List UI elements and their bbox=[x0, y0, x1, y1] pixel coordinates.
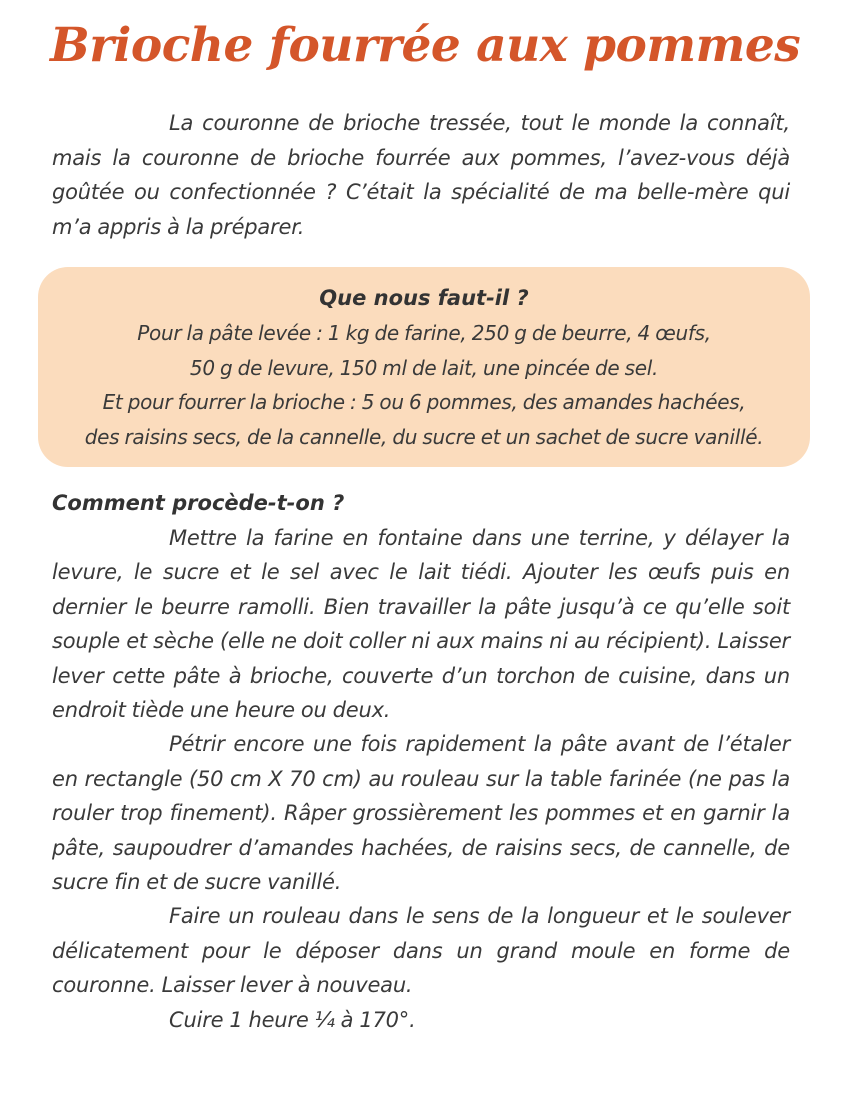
method-step: Faire un rouleau dans le sens de la longueur et le soulever délicatement pour le déposer dans un grand moule en forme de couronne. Laisser lever à nouveau. bbox=[52, 904, 790, 998]
ingredients-line: des raisins secs, de la cannelle, du sucre et un sachet de sucre vanillé. bbox=[84, 424, 764, 449]
recipe-title: Brioche fourrée aux pommes bbox=[50, 18, 801, 73]
intro-paragraph: La couronne de brioche tressée, tout le monde la connaît, mais la couronne de brioche fourrée aux pommes, l’avez-vous déjà goûtée ou confectionnée ? C’était la spécialité de ma belle-mère qui m’a appris à la préparer. bbox=[52, 111, 790, 239]
intro-section bbox=[52, 106, 790, 244]
ingredients-heading: Que nous faut-il ? bbox=[319, 286, 529, 310]
method-section bbox=[52, 521, 790, 1037]
method-heading: Comment procède-t-on ? bbox=[52, 491, 345, 515]
method-step: Mettre la farine en fontaine dans une terrine, y délayer la levure, le sucre et le sel avec le lait tiédi. Ajouter les œufs puis en dernier le beurre ramolli. Bien travailler la pâte jusqu’à ce qu’elle soit souple et sèche (elle ne doit coller ni aux mains ni au récipient). Laisser lever cette pâte à brioche, couverte d’un torchon de cuisine, dans un endroit tiède une heure ou deux. bbox=[52, 526, 790, 723]
method-step: Cuire 1 heure ¼ à 170°. bbox=[169, 1007, 416, 1032]
ingredients-line: 50 g de levure, 150 ml de lait, une pincée de sel. bbox=[189, 355, 659, 380]
ingredients-line: Et pour fourrer la brioche : 5 ou 6 pommes, des amandes hachées, bbox=[102, 390, 746, 414]
method-step: Pétrir encore une fois rapidement la pâte avant de l’étaler en rectangle (50 cm X 70 cm) au rouleau sur la table farinée (ne pas la rouler trop finement). Râper grossièrement les pommes et en garnir la pâte, saupoudrer d’amandes hachées, de raisins secs, de cannelle, de sucre fin et de sucre vanillé. bbox=[52, 732, 790, 895]
ingredients-box bbox=[38, 267, 810, 467]
ingredients-line: Pour la pâte levée : 1 kg de farine, 250 g de beurre, 4 œufs, bbox=[137, 321, 711, 345]
